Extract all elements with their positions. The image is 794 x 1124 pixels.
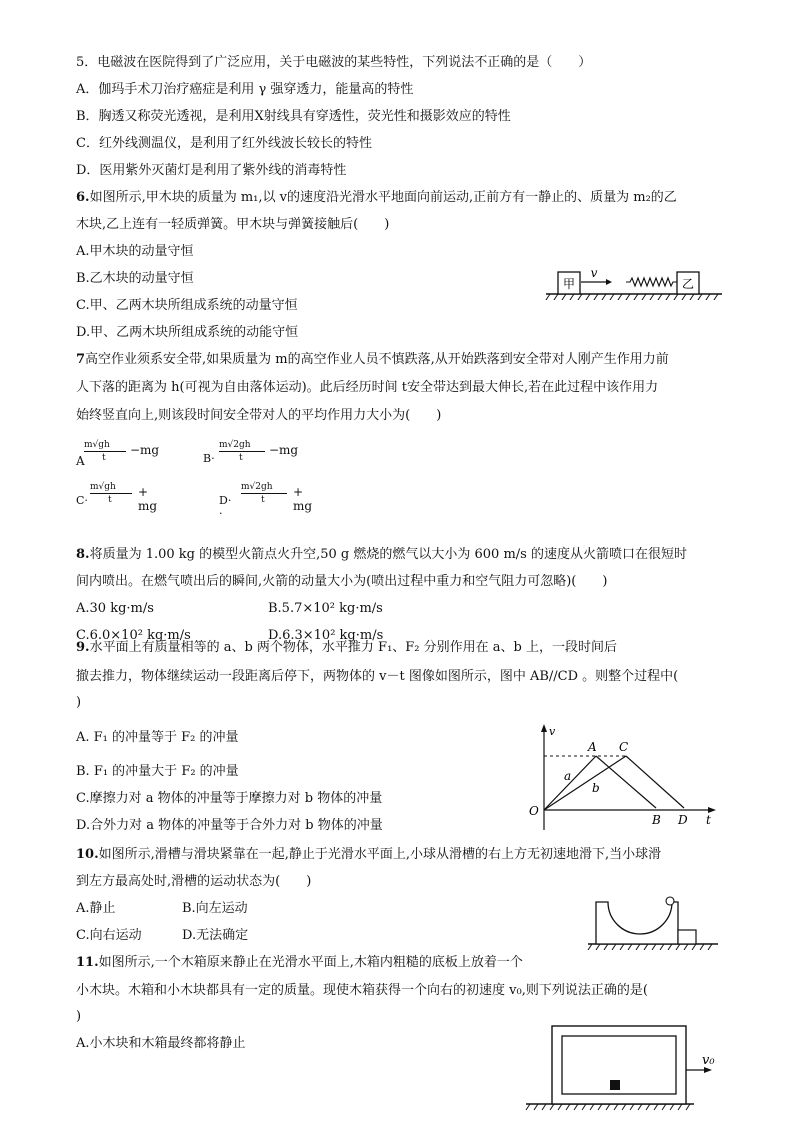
q9-line-ab-fall <box>596 756 656 808</box>
q9-stem-text1: 水平面上有质量相等的 a、b 两个物体，水平推力 F₁、F₂ 分别作用在 a、b 上，一段时间后 <box>89 640 617 655</box>
q9-axis-t-label: t <box>706 813 711 827</box>
q7-option-b-numerator: m√2gh <box>219 440 251 450</box>
q10-stem-line2: 到左方最高处时,滑槽的运动状态为( ) <box>76 874 312 889</box>
q11-option-a: A.小木块和木箱最终都将静止 <box>76 1036 246 1051</box>
q9-line-cd-fall <box>626 756 684 808</box>
q7-option-a-label: A <box>76 454 85 468</box>
q7-option-a-numerator: m√gh <box>84 440 110 450</box>
q6-figure-spring-blocks <box>544 260 724 300</box>
q8-option-c: C.6.0×10² kg·m/s <box>76 628 191 643</box>
q7-stem-text1: 高空作业须系安全带,如果质量为 m的高空作业人员不慎跌落,从开始跌落到安全带对人刚产生作用力前 <box>85 352 669 367</box>
q6-block-jia-label: 甲 <box>562 277 576 291</box>
q9-stem-line3: ) <box>76 695 82 710</box>
q8-stem-line1 <box>76 546 687 564</box>
q7-option-b-denominator: t <box>239 453 243 463</box>
q6-option-c: C.甲、乙两木块所组成系统的动量守恒 <box>76 298 298 313</box>
q7-option-b-tail: −mg <box>269 443 299 457</box>
q7-stem-line1 <box>76 351 669 369</box>
q9-line-a-rise <box>544 756 596 810</box>
q10-stem-text1: 如图所示,滑槽与滑块紧靠在一起,静止于光滑水平面上,小球从滑槽的右上方无初速地滑下,当小球滑 <box>98 847 662 862</box>
q5-option-d: D．医用紫外灭菌灯是利用了紫外线的消毒特性 <box>76 163 347 178</box>
q9-point-d: D <box>678 813 688 827</box>
q5-stem: 5．电磁波在医院得到了广泛应用，关于电磁波的某些特性，下列说法不正确的是（ ） <box>76 55 592 70</box>
q7-option-c-tail: + mg <box>138 485 158 513</box>
q9-point-c: C <box>619 740 629 754</box>
q9-axis-v-label: v <box>549 725 556 738</box>
q7-option-d-tail: + mg <box>293 485 313 513</box>
q11-v0-label: v₀ <box>702 1053 715 1068</box>
q7-option-a-denominator: t <box>102 453 106 463</box>
q11-figure-box <box>524 1020 724 1112</box>
q7-stem-line2: 人下落的距离为 h(可视为自由落体运动)。此后经历时间 t安全带达到最大伸长,若在此过程中该作用力 <box>76 380 659 395</box>
q7-option-b-fraction-bar <box>219 451 265 452</box>
q7-stem-line3: 始终竖直向上,则该段时间安全带对人的平均作用力大小为( ) <box>76 408 442 423</box>
q7-option-b-label: B· <box>203 452 215 465</box>
q9-point-a: A <box>588 740 597 754</box>
q9-option-b: B. F₁ 的冲量大于 F₂ 的冲量 <box>76 764 239 779</box>
q8-number: 8. <box>76 547 90 562</box>
q10-slot <box>596 902 678 944</box>
q9-origin-label: O <box>529 804 539 818</box>
q11-number: 11. <box>76 955 99 970</box>
q9-option-c: C.摩擦力对 a 物体的冲量等于摩擦力对 b 物体的冲量 <box>76 791 383 806</box>
q9-option-d: D.合外力对 a 物体的冲量等于合外力对 b 物体的冲量 <box>76 818 383 833</box>
q7-option-c-fraction-bar <box>90 493 132 494</box>
q7-option-a-tail: −mg <box>130 443 160 457</box>
q6-stem-line1 <box>76 189 677 207</box>
q10-option-c: C.向右运动 <box>76 928 142 943</box>
q10-ball <box>666 897 674 905</box>
q6-velocity-label: v <box>590 266 598 280</box>
q7-option-d-fraction-bar <box>241 493 287 494</box>
q8-stem-line2: 间内喷出。在燃气喷出后的瞬间,火箭的动量大小为(喷出过程中重力和空气阻力可忽略)( ) <box>76 574 608 589</box>
q9-point-b: B <box>652 813 661 827</box>
q7-number: 7 <box>76 352 86 367</box>
q10-option-b: B.向左运动 <box>182 901 248 916</box>
q7-option-c-numerator: m√gh <box>90 482 116 492</box>
q9-vt-graph <box>520 720 720 834</box>
q6-option-b: B.乙木块的动量守恒 <box>76 271 194 286</box>
q6-number: 6. <box>76 190 90 205</box>
q8-stem-text1: 将质量为 1.00 kg 的模型火箭点火升空,50 g 燃烧的燃气以大小为 600 m/s 的速度从火箭喷口在很短时 <box>89 547 687 562</box>
q9-line-b-label: b <box>592 781 600 795</box>
q8-option-a: A.30 kg·m/s <box>76 601 154 616</box>
q6-option-a: A.甲木块的动量守恒 <box>76 244 194 259</box>
q9-stem-line2: 撤去推力，物体继续运动一段距离后停下，两物体的 v－t 图像如图所示，图中 AB//CD 。则整个过程中( <box>76 669 679 684</box>
q8-option-b: B.5.7×10² kg·m/s <box>268 601 383 616</box>
q10-block <box>678 930 696 944</box>
q11-stem-text1: 如图所示,一个木箱原来静止在光滑水平面上,木箱内粗糙的底板上放着一个 <box>98 955 523 970</box>
q6-stem-text1: 如图所示,甲木块的质量为 m₁,以 v的速度沿光滑水平地面向前运动,正前方有一静止的、质量为 m₂的乙 <box>89 190 677 205</box>
q7-option-d-numerator: m√2gh <box>241 482 273 492</box>
q7-option-d-denominator: t <box>261 495 265 505</box>
q10-option-a: A.静止 <box>76 901 116 916</box>
q11-stem-line1 <box>76 954 523 972</box>
q5-option-c: C．红外线测温仪，是利用了红外线波长较长的特性 <box>76 136 372 151</box>
q10-stem-line1 <box>76 846 661 864</box>
q11-small-block <box>610 1080 620 1090</box>
q11-stem-line2: 小木块。木箱和小木块都具有一定的质量。现使木箱获得一个向右的初速度 v₀,则下列说法正确的是( <box>76 983 648 998</box>
q9-number: 9. <box>76 640 90 655</box>
q7-option-c-label: C· <box>76 494 88 507</box>
q8-option-d: D.6.3×10² kg·m/s <box>268 628 384 643</box>
q10-option-d: D.无法确定 <box>182 928 249 943</box>
q6-option-d: D.甲、乙两木块所组成系统的动能守恒 <box>76 325 299 340</box>
q10-number: 10. <box>76 847 99 862</box>
q5-option-a: A．伽玛手术刀治疗癌症是利用 γ 强穿透力，能量高的特性 <box>76 82 414 97</box>
q5-option-b: B．胸透又称荧光透视，是利用X射线具有穿透性，荧光性和摄影效应的特性 <box>76 109 511 124</box>
q9-option-a: A. F₁ 的冲量等于 F₂ 的冲量 <box>76 730 239 745</box>
q10-figure-slot-block <box>586 884 720 950</box>
q6-block-yi-label: 乙 <box>681 277 695 291</box>
q11-stem-line3: ) <box>76 1009 82 1024</box>
q9-stem-line1b <box>76 639 617 657</box>
q6-spring <box>626 278 677 286</box>
q7-option-d-label: D· · <box>219 494 232 520</box>
q7-option-a-fraction-bar <box>84 451 126 452</box>
q7-option-c-denominator: t <box>108 495 112 505</box>
q9-line-a-label: a <box>564 769 572 783</box>
q6-stem-line2: 木块,乙上连有一轻质弹簧。甲木块与弹簧接触后( ) <box>76 217 390 232</box>
q9-line-b-rise <box>544 756 626 810</box>
